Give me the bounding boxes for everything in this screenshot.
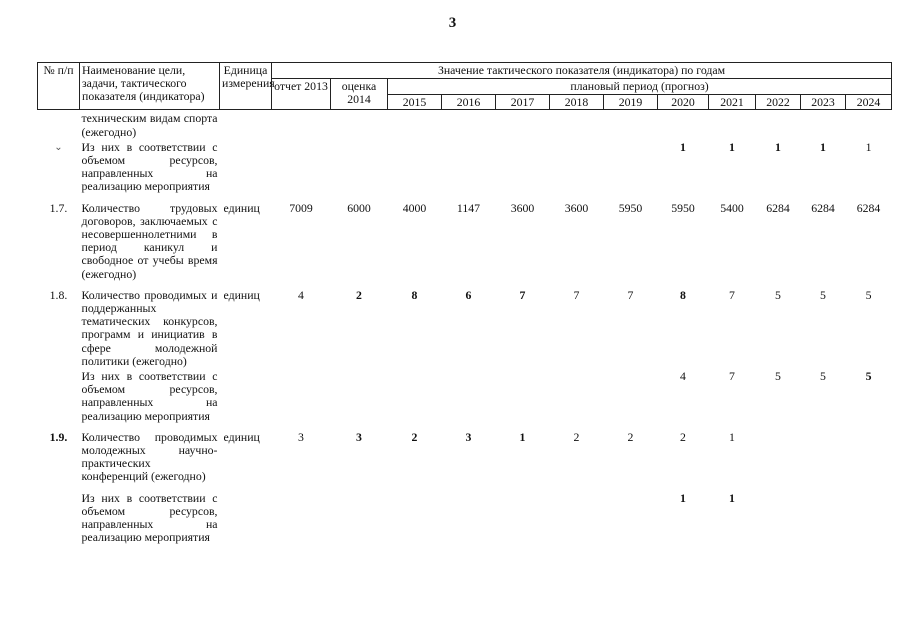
row-unit xyxy=(220,110,272,139)
row-value: 5 xyxy=(820,287,826,302)
row-value xyxy=(756,110,801,139)
row-value: 2 xyxy=(356,287,362,302)
header-year: 2019 xyxy=(604,95,658,110)
row-value xyxy=(388,368,442,423)
row-value: 3 xyxy=(298,429,304,444)
header-value-group: Значение тактического показателя (индикатора) по годам xyxy=(272,63,892,79)
row-value xyxy=(801,484,846,545)
header-num: № п/п xyxy=(38,63,80,110)
row-value: 3 xyxy=(356,429,362,444)
row-value: 5950 xyxy=(618,200,643,215)
row-value: 2 xyxy=(573,429,580,444)
row-value xyxy=(550,368,604,423)
page-number: 3 xyxy=(448,15,457,31)
table-row xyxy=(38,484,892,545)
row-value: 4000 xyxy=(402,200,427,215)
row-value xyxy=(272,110,331,139)
row-unit: единиц xyxy=(223,429,260,444)
row-value: 2 xyxy=(627,429,634,444)
row-unit: единиц xyxy=(223,287,260,302)
row-value: 1 xyxy=(729,490,735,505)
header-year: 2015 xyxy=(388,95,442,110)
row-number: 1.9. xyxy=(49,429,68,444)
row-value: 7 xyxy=(519,287,526,302)
row-value xyxy=(604,368,658,423)
row-value: 6000 xyxy=(347,200,371,215)
header-report-2013: отчет 2013 xyxy=(272,79,331,110)
header-estimate-2014: оценка 2014 xyxy=(331,79,388,110)
row-value: 1 xyxy=(729,429,735,444)
row-unit xyxy=(220,139,272,194)
row-value xyxy=(604,139,658,194)
row-value: 1147 xyxy=(456,200,481,215)
header-year: 2022 xyxy=(756,95,801,110)
row-value: 4 xyxy=(680,369,686,384)
row-unit: единиц xyxy=(223,200,260,215)
header-year: 2024 xyxy=(846,95,892,110)
table-row xyxy=(38,281,892,368)
row-number xyxy=(38,368,80,423)
header-unit: Единица измерения xyxy=(220,63,272,110)
row-value: 7 xyxy=(729,369,735,384)
row-value xyxy=(550,110,604,139)
row-value: 7009 xyxy=(289,200,313,215)
row-value xyxy=(801,423,846,484)
row-indicator-name: Из них в соответствии с объемом ресурсов, направленных на реализацию мероприятия xyxy=(81,490,218,545)
row-value xyxy=(496,139,550,194)
row-value xyxy=(442,484,496,545)
row-value: 8 xyxy=(411,287,418,302)
row-value: 6 xyxy=(465,287,472,302)
row-value xyxy=(801,110,846,139)
row-indicator-name: Из них в соответствии с объемом ресурсов, направленных на реализацию мероприятия xyxy=(81,369,218,423)
row-value: 1 xyxy=(775,139,781,154)
header-year: 2016 xyxy=(442,95,496,110)
row-indicator-name: Количество проводимых молодежных научно-практических конференций (ежегодно) xyxy=(81,429,218,484)
row-value xyxy=(331,139,388,194)
row-value xyxy=(442,110,496,139)
row-value: 1 xyxy=(680,490,686,505)
header-year: 2021 xyxy=(709,95,756,110)
row-value: 3600 xyxy=(510,200,535,215)
row-number xyxy=(38,484,80,545)
row-value: 7 xyxy=(729,287,735,302)
table-row xyxy=(38,423,892,484)
row-value: 5 xyxy=(775,287,781,302)
row-value xyxy=(442,139,496,194)
row-value xyxy=(388,110,442,139)
table-header xyxy=(38,63,892,110)
row-value: 5950 xyxy=(671,200,695,215)
indicator-table xyxy=(37,62,892,545)
row-value xyxy=(496,368,550,423)
row-value xyxy=(709,110,756,139)
row-value: 6284 xyxy=(811,200,835,215)
table-row xyxy=(38,139,892,194)
row-number: 1.8. xyxy=(49,287,68,302)
row-value xyxy=(756,484,801,545)
row-indicator-name: Количество проводимых и поддержанных тематических конкурсов, программ и инициатив в сфере молодежной политики (ежегодно) xyxy=(81,287,218,368)
row-value xyxy=(846,484,892,545)
row-number: 1.7. xyxy=(49,200,68,215)
row-value xyxy=(331,110,388,139)
header-name: Наименование цели, задачи, тактического показателя (индикатора) xyxy=(80,63,220,110)
row-value: 5 xyxy=(775,369,781,384)
row-value xyxy=(756,423,801,484)
row-value xyxy=(272,368,331,423)
row-value: 6284 xyxy=(766,200,790,215)
row-indicator-name: Количество трудовых договоров, заключаемых с несовершеннолетними в период каникул и свободное от учебы время (ежегодно) xyxy=(81,200,218,281)
row-value xyxy=(331,484,388,545)
row-value xyxy=(550,139,604,194)
header-year: 2020 xyxy=(658,95,709,110)
row-indicator-name: техническим видам спорта (ежегодно) xyxy=(81,111,218,139)
row-value xyxy=(604,110,658,139)
row-value xyxy=(331,368,388,423)
row-value: 3600 xyxy=(564,200,589,215)
row-value: 2 xyxy=(411,429,418,444)
row-mark: ⌄ xyxy=(54,141,63,153)
row-value: 1 xyxy=(820,139,826,154)
row-value: 3 xyxy=(465,429,472,444)
row-value xyxy=(846,423,892,484)
table-row xyxy=(38,194,892,281)
row-value xyxy=(846,110,892,139)
row-value xyxy=(388,484,442,545)
row-value: 4 xyxy=(298,287,304,302)
row-value: 7 xyxy=(573,287,580,302)
row-value: 8 xyxy=(680,287,686,302)
row-value xyxy=(604,484,658,545)
row-unit xyxy=(220,484,272,545)
row-value xyxy=(442,368,496,423)
row-number xyxy=(38,110,80,139)
row-value: 6284 xyxy=(856,200,881,215)
row-value xyxy=(272,139,331,194)
table-row xyxy=(38,368,892,423)
row-value xyxy=(388,139,442,194)
row-value: 5 xyxy=(865,287,872,302)
row-value xyxy=(496,484,550,545)
table-body xyxy=(38,110,892,545)
row-value: 1 xyxy=(865,139,872,154)
row-value: 7 xyxy=(627,287,634,302)
header-year: 2017 xyxy=(496,95,550,110)
table-row xyxy=(38,110,892,139)
row-value: 5 xyxy=(865,369,872,384)
header-plan-group: плановый период (прогноз) xyxy=(388,79,892,95)
header-year: 2023 xyxy=(801,95,846,110)
row-value: 2 xyxy=(680,429,686,444)
row-unit xyxy=(220,368,272,423)
row-indicator-name: Из них в соответствии с объемом ресурсов, направленных на реализацию мероприятия xyxy=(81,139,218,194)
row-value xyxy=(550,484,604,545)
row-value xyxy=(658,110,709,139)
row-value: 1 xyxy=(519,429,526,444)
row-value: 5400 xyxy=(720,200,744,215)
row-value: 1 xyxy=(729,139,735,154)
header-year: 2018 xyxy=(550,95,604,110)
row-value xyxy=(496,110,550,139)
row-value xyxy=(272,484,331,545)
row-value: 1 xyxy=(680,139,686,154)
row-value: 5 xyxy=(820,369,826,384)
